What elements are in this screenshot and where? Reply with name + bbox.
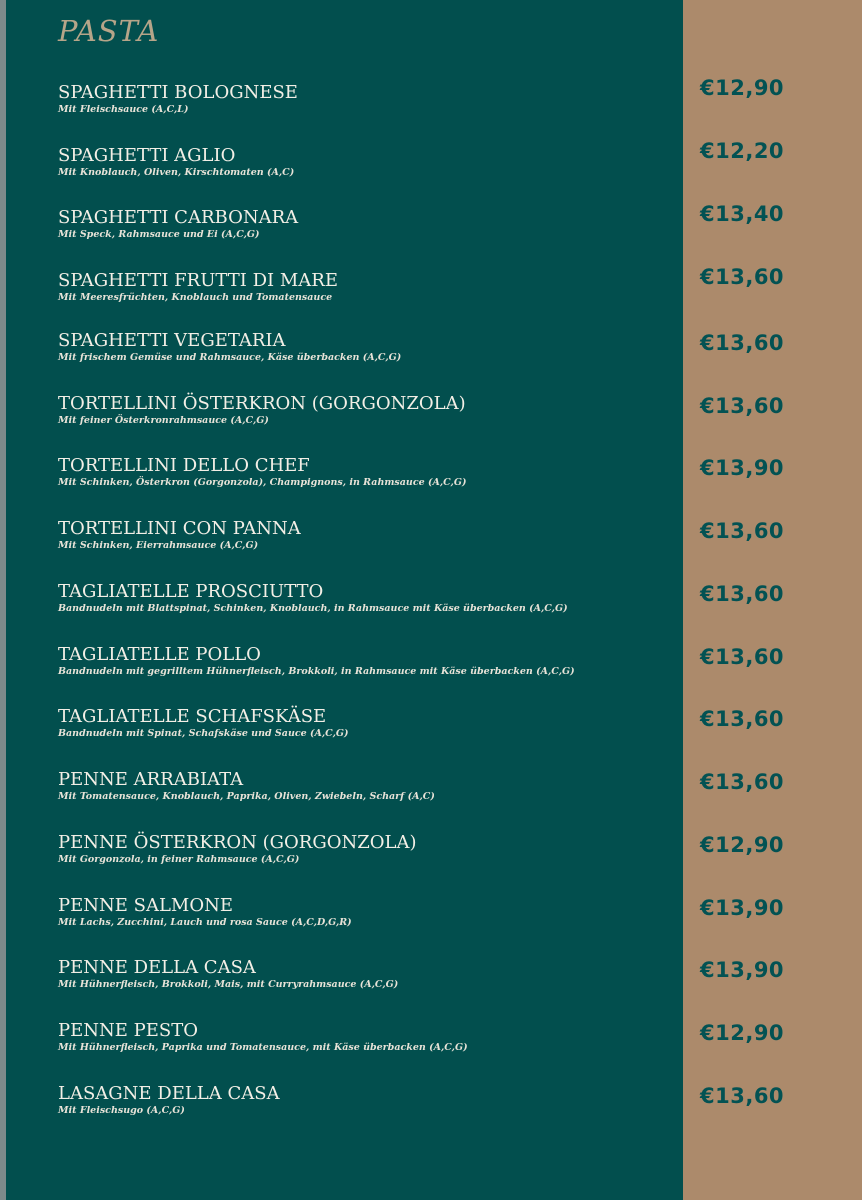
menu-item-name: TORTELLINI CON PANNA xyxy=(58,518,301,539)
menu-item-price: €12,90 xyxy=(700,833,785,857)
menu-item-description: Bandnudeln mit gegrilltem Hühnerfleisch, Brokkoli, in Rahmsauce mit Käse überbacken (A,C,G) xyxy=(58,666,575,677)
menu-item-price: €12,20 xyxy=(700,139,785,163)
menu-item-description: Mit Fleischsauce (A,C,L) xyxy=(58,104,189,115)
menu-item-price: €13,90 xyxy=(700,456,785,480)
menu-item-name: LASAGNE DELLA CASA xyxy=(58,1083,280,1104)
menu-item-price: €13,90 xyxy=(700,958,785,982)
menu-item xyxy=(58,833,668,866)
menu-item-price: €13,60 xyxy=(700,265,785,289)
menu-item-description: Mit Knoblauch, Oliven, Kirschtomaten (A,C) xyxy=(58,167,295,178)
menu-item xyxy=(58,1084,668,1117)
menu-item-name: SPAGHETTI AGLIO xyxy=(58,145,236,166)
menu-item-name: TORTELLINI ÖSTERKRON (GORGONZOLA) xyxy=(58,393,466,414)
menu-item-name: PENNE DELLA CASA xyxy=(58,957,256,978)
menu-item-description: Mit Lachs, Zucchini, Lauch und rosa Sauce (A,C,D,G,R) xyxy=(58,917,352,928)
menu-item xyxy=(58,456,668,489)
menu-item xyxy=(58,1021,668,1054)
menu-item-description: Mit Schinken, Eierrahmsauce (A,C,G) xyxy=(58,540,259,551)
menu-item-name: TORTELLINI DELLO CHEF xyxy=(58,455,310,476)
menu-item xyxy=(58,519,668,552)
menu-item xyxy=(58,645,668,678)
menu-item-description: Mit Hühnerfleisch, Paprika und Tomatensauce, mit Käse überbacken (A,C,G) xyxy=(58,1042,468,1053)
menu-item xyxy=(58,770,668,803)
menu-item-description: Bandnudeln mit Spinat, Schafskäse und Sauce (A,C,G) xyxy=(58,728,349,739)
menu-item-name: TAGLIATELLE SCHAFSKÄSE xyxy=(58,706,327,727)
menu-item-price: €12,90 xyxy=(700,1021,785,1045)
menu-item-price: €13,60 xyxy=(700,707,785,731)
menu-item-description: Mit feiner Österkronrahmsauce (A,C,G) xyxy=(58,415,269,426)
menu-item-name: PENNE SALMONE xyxy=(58,895,233,916)
section-title: PASTA xyxy=(58,14,160,48)
menu-item xyxy=(58,896,668,929)
menu-item-price: €13,40 xyxy=(700,202,785,226)
menu-item-price: €12,90 xyxy=(700,76,785,100)
menu-item-description: Mit Gorgonzola, in feiner Rahmsauce (A,C,G) xyxy=(58,854,300,865)
menu-item-price: €13,60 xyxy=(700,519,785,543)
menu-item xyxy=(58,331,668,364)
menu-item-price: €13,60 xyxy=(700,582,785,606)
menu-item-price: €13,60 xyxy=(700,645,785,669)
menu-item-name: SPAGHETTI FRUTTI DI MARE xyxy=(58,270,338,291)
menu-item xyxy=(58,146,668,179)
menu-item xyxy=(58,394,668,427)
menu-item-description: Mit frischem Gemüse und Rahmsauce, Käse überbacken (A,C,G) xyxy=(58,352,402,363)
menu-item-name: PENNE PESTO xyxy=(58,1020,198,1041)
menu-item-description: Bandnudeln mit Blattspinat, Schinken, Knoblauch, in Rahmsauce mit Käse überbacken (A,C,G) xyxy=(58,603,568,614)
menu-item-description: Mit Meeresfrüchten, Knoblauch und Tomatensauce xyxy=(58,292,333,303)
menu-item xyxy=(58,208,668,241)
menu-item-description: Mit Speck, Rahmsauce und Ei (A,C,G) xyxy=(58,229,260,240)
menu-item-name: SPAGHETTI VEGETARIA xyxy=(58,330,286,351)
menu-item-name: SPAGHETTI CARBONARA xyxy=(58,207,299,228)
menu-item-name: SPAGHETTI BOLOGNESE xyxy=(58,82,298,103)
menu-item-price: €13,60 xyxy=(700,394,785,418)
menu-item-price: €13,60 xyxy=(700,331,785,355)
menu-item xyxy=(58,582,668,615)
menu-item-price: €13,90 xyxy=(700,896,785,920)
menu-item-description: Mit Hühnerfleisch, Brokkoli, Mais, mit Curryrahmsauce (A,C,G) xyxy=(58,979,399,990)
menu-item xyxy=(58,958,668,991)
menu-item xyxy=(58,271,668,304)
menu-item-description: Mit Tomatensauce, Knoblauch, Paprika, Oliven, Zwiebeln, Scharf (A,C) xyxy=(58,791,435,802)
menu-item-name: PENNE ÖSTERKRON (GORGONZOLA) xyxy=(58,832,417,853)
menu-item-name: TAGLIATELLE PROSCIUTTO xyxy=(58,581,324,602)
menu-item-description: Mit Fleischsugo (A,C,G) xyxy=(58,1105,185,1116)
menu-item-price: €13,60 xyxy=(700,770,785,794)
menu-item-name: TAGLIATELLE POLLO xyxy=(58,644,261,665)
menu-item-name: PENNE ARRABIATA xyxy=(58,769,244,790)
menu-item-price: €13,60 xyxy=(700,1084,785,1108)
menu-item-description: Mit Schinken, Österkron (Gorgonzola), Champignons, in Rahmsauce (A,C,G) xyxy=(58,477,467,488)
menu-item xyxy=(58,707,668,740)
menu-item xyxy=(58,83,668,116)
